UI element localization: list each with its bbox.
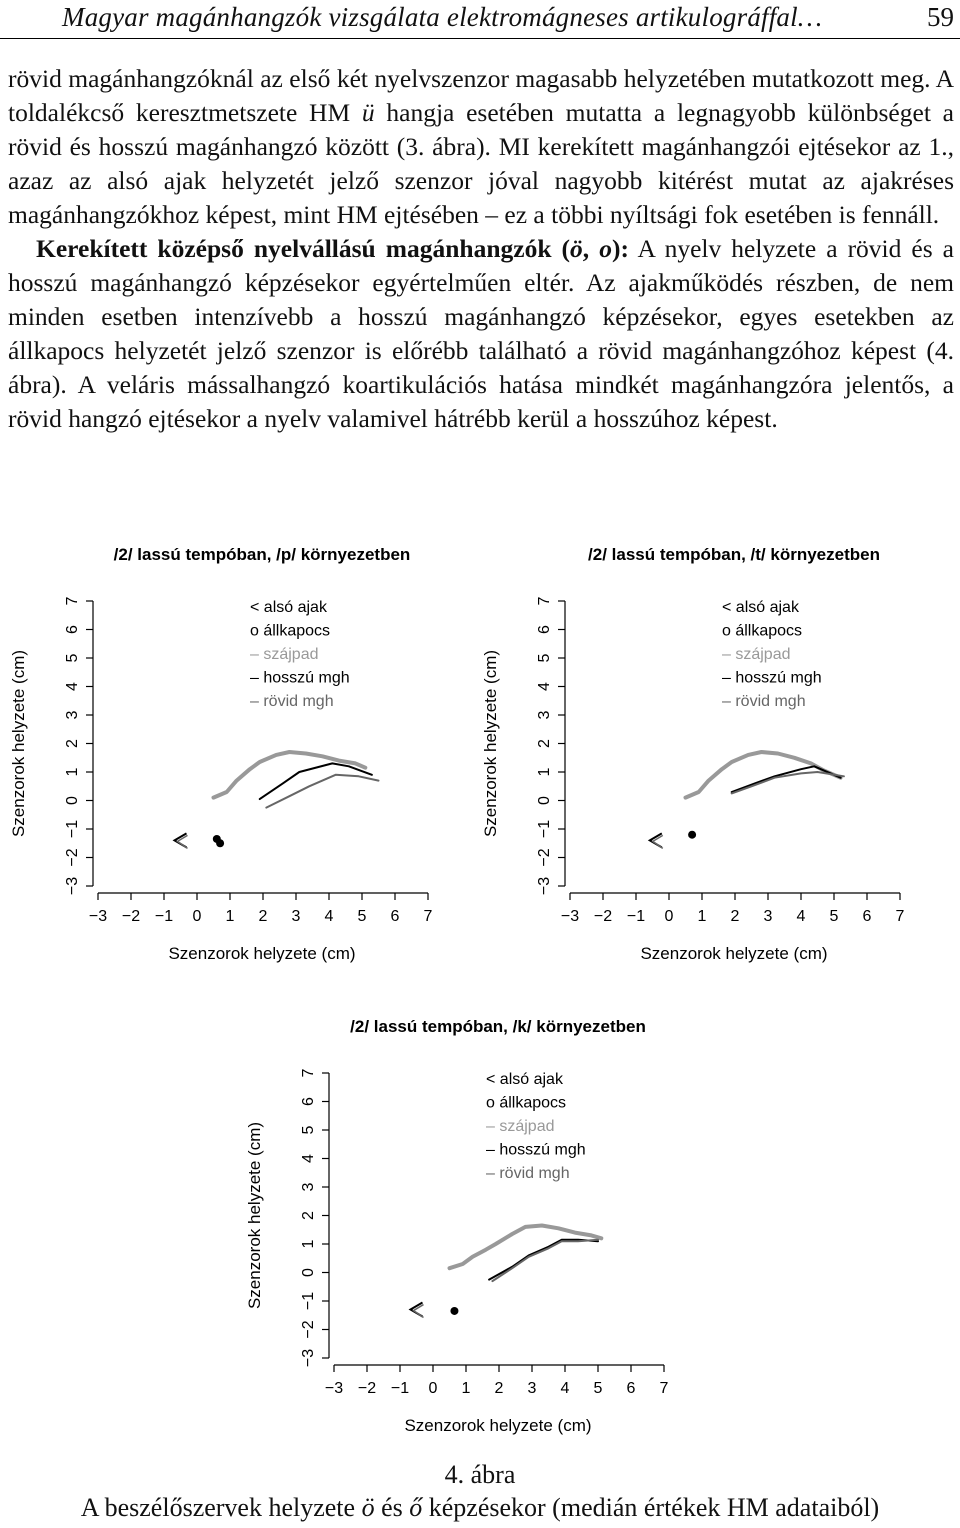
legend-long-vowel: – hosszú mgh [722, 669, 822, 687]
x-tick-label: 7 [423, 908, 433, 925]
y-tick-label: −2 [64, 848, 82, 867]
long-vowel-line [260, 763, 372, 799]
legend-lower-lip: < alsó ajak [250, 599, 327, 616]
y-tick-label: 7 [536, 596, 554, 606]
x-tick-label: −3 [88, 908, 108, 925]
y-tick-label: 2 [64, 739, 82, 748]
caption-italic-2: ő [409, 1493, 423, 1522]
x-tick-label: −2 [357, 1380, 377, 1397]
x-tick-label: −1 [626, 908, 646, 925]
legend-long-vowel: – hosszú mgh [250, 669, 350, 687]
y-tick-label: 5 [64, 653, 82, 663]
body-text [8, 62, 954, 436]
x-tick-label: −3 [560, 908, 580, 925]
x-tick-label: 3 [291, 908, 301, 925]
caption-text-a: A beszélőszervek helyzete [80, 1493, 362, 1522]
x-tick-label: 6 [390, 908, 400, 925]
jaw-marker [216, 839, 224, 847]
palate-line [450, 1226, 602, 1269]
x-tick-label: 6 [626, 1380, 636, 1397]
chart-title: /2/ lassú tempóban, /p/ környezetben [113, 545, 411, 564]
y-tick-label: 1 [64, 767, 82, 777]
caption-italic-1: ö [361, 1493, 375, 1522]
jaw-marker [688, 831, 696, 839]
legend-short-vowel: – rövid mgh [722, 693, 806, 710]
paragraph-1 [8, 62, 954, 232]
legend-short-vowel: – rövid mgh [250, 693, 334, 710]
y-tick-label: −3 [64, 876, 82, 896]
y-tick-label: 4 [64, 682, 82, 691]
para1-text-b: hangja esetében mutatta a legnagyobb különbséget a rövid és hosszú magánhangzó között (3. ábra). MI kerekített magánhangzói ejtésekor az 1., azaz az alsó ajak helyzetét jelző szenzor jóval nagyobb kitérést mutat az ajakréses magánhangzókhoz képest, mint HM ejtésében – ez a többi nyíltsági fok esetében is fennáll. [8, 98, 954, 229]
figure-label: 4. ábra [444, 1460, 516, 1489]
y-tick-label: 4 [536, 682, 554, 691]
x-tick-label: −1 [154, 908, 174, 925]
para2-heading-o: o [599, 234, 612, 263]
y-tick-label: 6 [536, 625, 554, 634]
y-tick-label: 2 [536, 739, 554, 748]
x-tick-label: 3 [763, 908, 773, 925]
para2-heading-end: ): [611, 234, 629, 263]
legend-jaw: o állkapocs [250, 622, 331, 640]
y-tick-label: 1 [536, 767, 554, 777]
x-tick-label: −2 [121, 908, 141, 925]
figure-caption [0, 1493, 960, 1523]
legend-jaw: o állkapocs [486, 1094, 567, 1112]
short-vowel-line [732, 772, 844, 793]
x-axis-label: Szenzorok helyzete (cm) [168, 944, 356, 963]
x-tick-label: 5 [593, 1380, 603, 1397]
x-tick-label: 5 [829, 908, 839, 925]
y-tick-label: −2 [536, 848, 554, 867]
caption-text-b: és [374, 1493, 410, 1522]
x-tick-label: 7 [659, 1380, 669, 1397]
page-number: 59 [927, 2, 954, 32]
y-tick-label: 3 [64, 710, 82, 720]
x-tick-label: 2 [730, 908, 740, 925]
x-tick-label: −3 [324, 1380, 344, 1397]
y-tick-label: 3 [536, 710, 554, 720]
y-tick-label: 1 [300, 1239, 318, 1249]
y-tick-label: −1 [300, 1291, 318, 1311]
chart-p-svg [0, 536, 470, 976]
para2-heading [36, 234, 629, 263]
palate-line [686, 752, 841, 798]
x-tick-label: 3 [527, 1380, 537, 1397]
y-tick-label: 3 [300, 1182, 318, 1192]
legend-palate: – szájpad [722, 646, 791, 663]
x-tick-label: 7 [895, 908, 905, 925]
x-tick-label: 5 [357, 908, 367, 925]
y-tick-label: −1 [536, 819, 554, 839]
y-axis-label: Szenzorok helyzete (cm) [245, 1121, 264, 1310]
short-vowel-line [266, 775, 378, 808]
x-tick-label: 1 [697, 908, 707, 925]
x-tick-label: 0 [664, 908, 674, 925]
chart-t-environment [472, 536, 942, 976]
chart-title: /2/ lassú tempóban, /t/ környezetben [588, 545, 880, 564]
x-tick-label: −1 [390, 1380, 410, 1397]
y-tick-label: 6 [64, 625, 82, 634]
header-title: Magyar magánhangzók vizsgálata elektromágneses artikulográffal… [62, 2, 823, 32]
x-tick-label: 4 [324, 908, 334, 925]
y-tick-label: −3 [536, 876, 554, 896]
legend-short-vowel: – rövid mgh [486, 1165, 570, 1182]
x-tick-label: 4 [560, 1380, 570, 1397]
x-tick-label: 0 [428, 1380, 438, 1397]
y-tick-label: 0 [300, 1268, 318, 1277]
running-header [0, 0, 960, 39]
legend-palate: – szájpad [486, 1118, 555, 1135]
legend-palate: – szájpad [250, 646, 319, 663]
y-tick-label: 7 [300, 1068, 318, 1078]
x-tick-label: 2 [494, 1380, 504, 1397]
y-tick-label: 7 [64, 596, 82, 606]
y-tick-label: 5 [300, 1125, 318, 1135]
paragraph-2 [8, 232, 954, 436]
y-tick-label: 2 [300, 1211, 318, 1220]
x-tick-label: 0 [192, 908, 202, 925]
y-axis-label: Szenzorok helyzete (cm) [9, 649, 28, 838]
y-tick-label: 5 [536, 653, 554, 663]
x-tick-label: 1 [461, 1380, 471, 1397]
x-tick-label: 1 [225, 908, 235, 925]
x-axis-label: Szenzorok helyzete (cm) [404, 1416, 592, 1435]
short-vowel-line [492, 1240, 598, 1281]
x-tick-label: −2 [593, 908, 613, 925]
para2-heading-sep: , [582, 234, 600, 263]
chart-k-svg [236, 1008, 706, 1448]
jaw-marker [450, 1307, 458, 1315]
y-axis-label: Szenzorok helyzete (cm) [481, 649, 500, 838]
y-tick-label: 0 [64, 796, 82, 805]
x-tick-label: 6 [862, 908, 872, 925]
para2-heading-o-umlaut: ö [570, 234, 583, 263]
y-tick-label: −2 [300, 1320, 318, 1339]
legend-lower-lip: < alsó ajak [722, 599, 799, 616]
chart-title: /2/ lassú tempóban, /k/ környezetben [350, 1017, 646, 1036]
para2-text: A nyelv helyzete a rövid és a hosszú magánhangzó képzésekor egyértelműen eltér. Az ajakműködés részben, de nem minden esetben intenzívebb a hosszú magánhangzó képzésekor, egyes esetekben az állkapocs helyzetét jelző szenzor is előrébb található a rövid magánhangzóhoz képest (4. ábra). A veláris mássalhangzó koartikulációs hatása mindkét magánhangzóra jelentős, a rövid hangzó ejtésekor a nyelv valamivel hátrébb kerül a hosszúhoz képest. [8, 234, 955, 433]
chart-k-environment [236, 1008, 706, 1448]
legend-jaw: o állkapocs [722, 622, 803, 640]
para1-italic: ü [361, 98, 375, 127]
x-axis-label: Szenzorok helyzete (cm) [640, 944, 828, 963]
y-tick-label: 4 [300, 1154, 318, 1163]
y-tick-label: 6 [300, 1097, 318, 1106]
para2-heading-a: Kerekített középső nyelvállású magánhangzók ( [36, 234, 571, 263]
chart-p-environment [0, 536, 470, 976]
para1-text-a: rövid magánhangzóknál az első két nyelvszenzor magasabb helyzetében mutatkozott meg. A toldalékcső keresztmetszete HM [8, 64, 954, 127]
x-tick-label: 4 [796, 908, 806, 925]
x-tick-label: 2 [258, 908, 268, 925]
legend-lower-lip: < alsó ajak [486, 1071, 563, 1088]
y-tick-label: −3 [300, 1348, 318, 1368]
caption-text-c: képzésekor (medián értékek HM adataiból) [422, 1493, 880, 1522]
chart-t-svg [472, 536, 942, 976]
y-tick-label: 0 [536, 796, 554, 805]
legend-long-vowel: – hosszú mgh [486, 1141, 586, 1159]
y-tick-label: −1 [64, 819, 82, 839]
